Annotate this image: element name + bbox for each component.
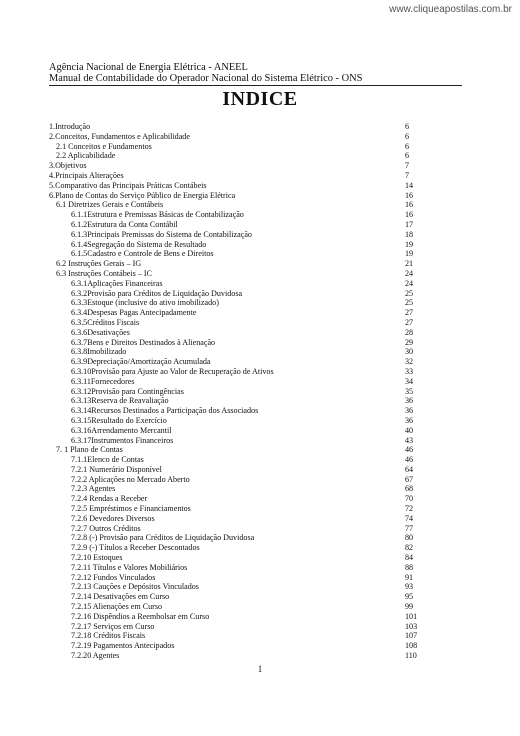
header-rule	[49, 85, 462, 86]
toc-entry-title: 6.3.15Resultado do Exercício	[71, 415, 167, 425]
toc-entry-page: 32	[405, 357, 414, 367]
document-header	[49, 62, 462, 86]
toc-entry-page: 30	[405, 347, 414, 357]
toc-entry-title: 6.3.13Reserva de Reavaliação	[71, 396, 169, 406]
toc-entry-page: 16	[405, 190, 414, 200]
toc-entry-page: 27	[405, 317, 414, 327]
toc-entry-page: 33	[405, 366, 414, 376]
toc-entry-title: 7.2.14 Desativações em Curso	[71, 592, 170, 602]
toc-entry	[49, 641, 419, 651]
toc-entry-title: 7.2.10 Estoques	[71, 553, 123, 563]
toc-entry-page: 93	[405, 582, 414, 592]
toc-entry	[49, 298, 419, 308]
toc-entry-title: 2.1 Conceitos e Fundamentos	[56, 141, 152, 151]
toc-entry-title: 7.2.12 Fundos Vinculados	[71, 572, 156, 582]
toc-entry	[49, 533, 419, 543]
toc-entry-page: 21	[405, 259, 414, 269]
toc-entry-page: 25	[405, 288, 414, 298]
toc-entry-title: 6.1.5Cadastro e Controle de Bens e Direitos	[71, 249, 214, 259]
toc-entry-title: 6.3.2Provisão para Créditos de Liquidação Duvidosa	[71, 288, 243, 298]
toc-entry	[49, 524, 419, 534]
toc-entry-title: 7.2.2 Aplicações no Mercado Aberto	[71, 474, 190, 484]
toc-entry-title: 6.3.11Fornecedores	[71, 376, 135, 386]
toc-entry	[49, 514, 419, 524]
toc-entry	[49, 563, 419, 573]
toc-entry-title: 6.3.1Aplicações Financeiras	[71, 278, 163, 288]
toc-entry-title: 7.2.4 Rendas a Receber	[71, 494, 148, 504]
toc-entry-title: 5.Comparativo das Principais Práticas Contábeis	[49, 180, 207, 190]
toc-entry	[49, 504, 419, 514]
toc-entry	[49, 543, 419, 553]
toc-entry-page: 19	[405, 249, 414, 259]
toc-entry	[49, 416, 419, 426]
toc-entry-title: 6.3.8Imobilizado	[71, 347, 127, 357]
toc-entry-title: 7.2.7 Outros Créditos	[71, 523, 141, 533]
toc-entry	[49, 475, 419, 485]
toc-entry-page: 36	[405, 415, 414, 425]
toc-entry	[49, 151, 419, 161]
toc-entry-page: 110	[405, 651, 417, 661]
toc-entry-title: 7.2.20 Agentes	[71, 651, 120, 661]
page-number: 1	[257, 664, 263, 674]
toc-entry-page: 28	[405, 327, 414, 337]
toc-entry-page: 84	[405, 553, 414, 563]
toc-entry-title: 6.3.10Provisão para Ajuste ao Valor de Recuperação de Ativos	[71, 366, 274, 376]
toc-entry-title: 6.3.16Arrendamento Mercantil	[71, 425, 172, 435]
toc-entry-page: 107	[405, 631, 418, 641]
toc-entry	[49, 210, 419, 220]
toc-entry-title: 7. 1 Plano de Contas	[56, 445, 123, 455]
toc-entry-page: 67	[405, 474, 414, 484]
toc-entry-page: 88	[405, 562, 414, 572]
toc-entry-page: 7	[405, 161, 410, 171]
toc-entry-page: 91	[405, 572, 414, 582]
watermark-url: www.cliqueapostilas.com.br	[389, 4, 512, 15]
toc-entry-page: 25	[405, 298, 414, 308]
toc-entry-page: 40	[405, 425, 414, 435]
toc-entry-page: 74	[405, 513, 414, 523]
toc-entry-page: 19	[405, 239, 414, 249]
toc-entry-title: 6.1.1Estrutura e Premissas Básicas de Contabilização	[71, 210, 244, 220]
toc-entry-title: 7.2.1 Numerário Disponível	[71, 464, 162, 474]
toc-entry	[49, 269, 419, 279]
toc-entry	[49, 436, 419, 446]
toc-entry-title: 4.Principais Alterações	[49, 170, 124, 180]
toc-entry	[49, 612, 419, 622]
toc-entry-title: 6.2 Instruções Gerais – IG	[56, 259, 142, 269]
toc-entry	[49, 122, 419, 132]
toc-entry-title: 6.1.2Estrutura da Conta Contábil	[71, 219, 178, 229]
toc-entry	[49, 142, 419, 152]
toc-entry	[49, 279, 419, 289]
toc-entry-page: 6	[405, 151, 410, 161]
toc-entry	[49, 396, 419, 406]
toc-entry	[49, 230, 419, 240]
toc-entry-page: 80	[405, 533, 414, 543]
toc-entry	[49, 367, 419, 377]
toc-entry	[49, 377, 419, 387]
toc-entry-page: 16	[405, 210, 414, 220]
toc-entry-page: 7	[405, 170, 410, 180]
toc-entry	[49, 200, 419, 210]
toc-entry	[49, 357, 419, 367]
toc-entry-title: 7.1.1Elenco de Contas	[71, 455, 144, 465]
toc-entry	[49, 387, 419, 397]
toc-entry-title: 7.2.5 Empréstimos e Financiamentos	[71, 504, 191, 514]
toc-entry-page: 101	[405, 611, 418, 621]
toc-entry	[49, 494, 419, 504]
toc-entry	[49, 289, 419, 299]
toc-entry-page: 6	[405, 131, 410, 141]
toc-entry-title: 6.3.4Despesas Pagas Antecipadamente	[71, 308, 197, 318]
toc-entry-title: 7.2.11 Títulos e Valores Mobiliários	[71, 562, 188, 572]
toc-entry	[49, 426, 419, 436]
toc-entry-title: 3.Objetivos	[49, 161, 87, 171]
toc-entry	[49, 582, 419, 592]
toc-entry-page: 36	[405, 406, 414, 416]
toc-entry-page: 17	[405, 219, 414, 229]
toc-entry-title: 7.2.9 (-) Títulos a Receber Descontados	[71, 543, 200, 553]
toc-entry	[49, 318, 419, 328]
toc-entry-page: 6	[405, 122, 410, 131]
toc-entry-page: 6	[405, 141, 410, 151]
header-manual-title: Manual de Contabilidade do Operador Nacional do Sistema Elétrico - ONS	[49, 73, 363, 84]
toc-entry-title: 6.3.14Recursos Destinados a Participação dos Associados	[71, 406, 259, 416]
toc-entry-page: 34	[405, 376, 414, 386]
toc-entry-title: 6.3.17Instrumentos Financeiros	[71, 435, 174, 445]
toc-entry-page: 43	[405, 435, 414, 445]
toc-entry	[49, 171, 419, 181]
toc-entry-title: 2.Conceitos, Fundamentos e Aplicabilidade	[49, 131, 190, 141]
toc-entry-title: 6.1 Diretrizes Gerais e Contábeis	[56, 200, 164, 210]
toc-entry-page: 24	[405, 278, 414, 288]
toc-entry	[49, 406, 419, 416]
toc-entry	[49, 592, 419, 602]
toc-entry-title: 7.2.15 Alienações em Curso	[71, 602, 163, 612]
toc-entry-title: 2.2 Aplicabilidade	[56, 151, 116, 161]
toc-entry-page: 36	[405, 396, 414, 406]
toc-entry	[49, 191, 419, 201]
toc-entry-title: 6.1.4Segregação do Sistema de Resultado	[71, 239, 207, 249]
toc-entry-title: 7.2.6 Devedores Diversos	[71, 513, 155, 523]
toc-entry-page: 29	[405, 337, 414, 347]
toc-entry-title: 7.2.18 Créditos Fiscais	[71, 631, 146, 641]
header-agency: Agência Nacional de Energia Elétrica - ANEEL	[49, 62, 248, 73]
toc-entry-title: 6.3.6Desativações	[71, 327, 130, 337]
toc-entry-page: 103	[405, 621, 418, 631]
toc-entry	[49, 338, 419, 348]
toc-entry	[49, 445, 419, 455]
toc-entry-title: 6.3.12Provisão para Contingências	[71, 386, 184, 396]
toc-entry-title: 6.3.7Bens e Direitos Destinados à Alienação	[71, 337, 216, 347]
toc-entry-title: 7.2.19 Pagamentos Antecipados	[71, 641, 175, 651]
toc-entry-page: 16	[405, 200, 414, 210]
toc-entry	[49, 573, 419, 583]
toc-entry-page: 82	[405, 543, 414, 553]
toc-entry	[49, 651, 419, 661]
toc-entry-page: 35	[405, 386, 414, 396]
table-of-contents	[49, 122, 419, 661]
toc-entry-page: 108	[405, 641, 418, 651]
toc-entry	[49, 622, 419, 632]
toc-entry-page: 24	[405, 268, 414, 278]
toc-entry	[49, 240, 419, 250]
toc-entry	[49, 631, 419, 641]
toc-entry	[49, 602, 419, 612]
toc-entry-page: 46	[405, 455, 414, 465]
toc-entry-title: 7.2.16 Dispêndios a Reembolsar em Curso	[71, 611, 210, 621]
toc-entry	[49, 249, 419, 259]
toc-entry	[49, 347, 419, 357]
toc-entry-page: 27	[405, 308, 414, 318]
toc-entry-title: 7.2.13 Cauções e Depósitos Vinculados	[71, 582, 199, 592]
toc-entry-title: 1.Introdução	[49, 122, 91, 131]
toc-entry-page: 68	[405, 484, 414, 494]
toc-entry-page: 77	[405, 523, 414, 533]
toc-entry-page: 70	[405, 494, 414, 504]
toc-entry	[49, 132, 419, 142]
toc-entry-page: 95	[405, 592, 414, 602]
toc-entry-title: 6.3.5Créditos Fiscais	[71, 317, 140, 327]
toc-entry	[49, 308, 419, 318]
toc-entry	[49, 220, 419, 230]
toc-entry-title: 6.1.3Principais Premissas do Sistema de Contabilização	[71, 229, 252, 239]
toc-entry	[49, 455, 419, 465]
toc-entry-page: 99	[405, 602, 414, 612]
toc-entry-title: 7.2.8 (-) Provisão para Créditos de Liquidação Duvidosa	[71, 533, 255, 543]
toc-entry-title: 6.Plano de Contas do Serviço Público de Energia Elétrica	[49, 190, 236, 200]
toc-entry-title: 7.2.17 Serviços em Curso	[71, 621, 155, 631]
toc-entry	[49, 328, 419, 338]
toc-entry-page: 64	[405, 464, 414, 474]
toc-entry	[49, 465, 419, 475]
toc-entry	[49, 553, 419, 563]
toc-entry-page: 46	[405, 445, 414, 455]
toc-entry-title: 7.2.3 Agentes	[71, 484, 116, 494]
toc-entry-page: 72	[405, 504, 414, 514]
toc-entry	[49, 181, 419, 191]
toc-entry	[49, 161, 419, 171]
toc-entry	[49, 259, 419, 269]
toc-entry-title: 6.3.3Estoque (inclusive do ativo imobilizado)	[71, 298, 219, 308]
toc-entry	[49, 484, 419, 494]
toc-entry-page: 14	[405, 180, 414, 190]
page-title: INDICE	[222, 88, 298, 110]
toc-entry-title: 6.3.9Depreciação/Amortização Acumulada	[71, 357, 211, 367]
toc-entry-page: 18	[405, 229, 414, 239]
toc-entry-title: 6.3 Instruções Contábeis – IC	[56, 268, 152, 278]
